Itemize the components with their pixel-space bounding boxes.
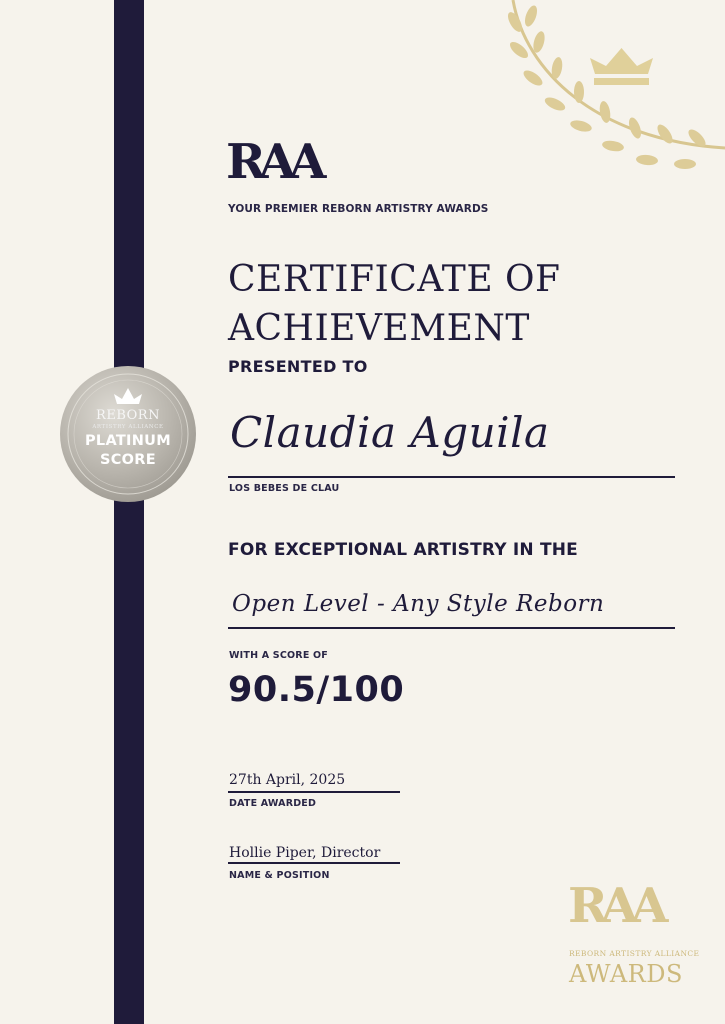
date-label: DATE AWARDED	[229, 798, 317, 809]
footer-raa-logo: RAA	[568, 878, 662, 934]
footer-awards: AWARDS	[569, 960, 683, 988]
category-underline	[228, 627, 675, 629]
award-date: 27th April, 2025	[229, 772, 346, 788]
award-category: Open Level - Any Style Reborn	[232, 591, 605, 617]
seal-score-line2: SCORE	[100, 452, 156, 468]
signer-underline	[228, 862, 400, 864]
navy-ribbon	[114, 0, 144, 1024]
seal-score-line1: PLATINUM	[85, 433, 171, 449]
raa-logo: RAA	[226, 134, 320, 190]
crown-icon	[590, 48, 653, 85]
certificate-title-line1: CERTIFICATE OF	[228, 259, 561, 300]
score-value: 90.5/100	[228, 670, 405, 710]
presented-to-label: PRESENTED TO	[228, 357, 368, 376]
award-reason: FOR EXCEPTIONAL ARTISTRY IN THE	[228, 540, 578, 560]
score-label: WITH A SCORE OF	[229, 650, 328, 661]
laurel-wreath-icon	[495, 0, 725, 175]
signer-label: NAME & POSITION	[229, 870, 330, 881]
date-underline	[228, 791, 400, 793]
recipient-organization: LOS BEBES DE CLAU	[229, 483, 340, 494]
footer-alliance: REBORN ARTISTRY ALLIANCE	[569, 949, 700, 958]
recipient-underline	[228, 476, 675, 478]
recipient-name: Claudia Aguila	[230, 408, 550, 457]
certificate-title-line2: ACHIEVEMENT	[228, 308, 530, 349]
seal-brand: REBORN	[96, 408, 160, 423]
seal-alliance: ARTISTRY ALLIANCE	[92, 424, 164, 430]
signer-name: Hollie Piper, Director	[229, 845, 381, 861]
logo-tagline: YOUR PREMIER REBORN ARTISTRY AWARDS	[228, 203, 489, 215]
